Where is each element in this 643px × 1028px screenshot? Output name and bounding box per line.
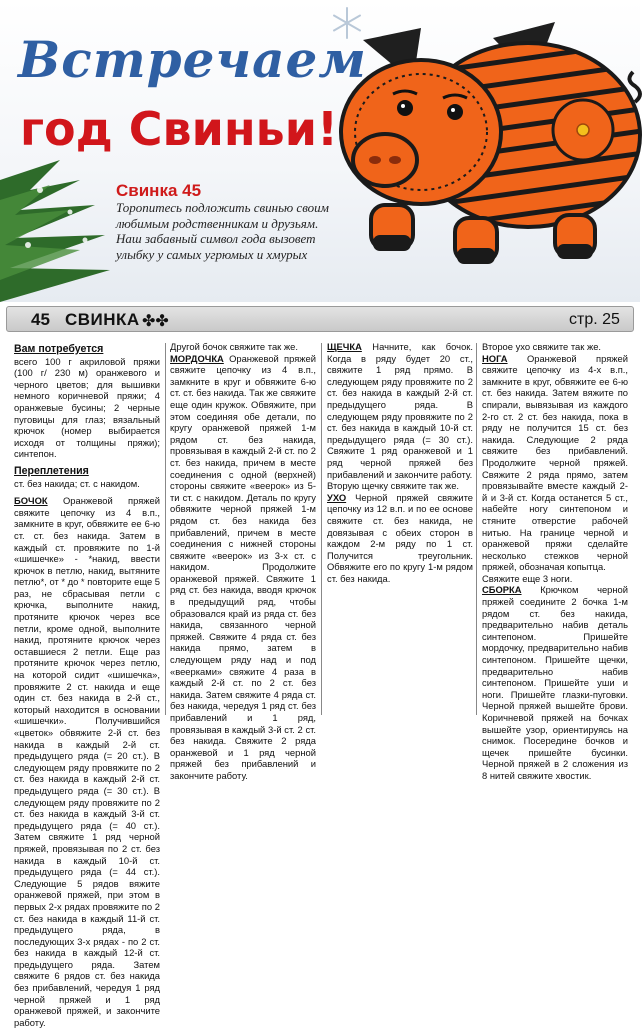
assembly-text: Крючком черной пряжей соедините 2 бочка 1-м рядом ст. без накида, предварительно набив деталь синтепоном. Пришейте мордочку, предварительно набив синтепоном. Пришейте щечки, предварительно набив синтепоном. Пришейте уши и ноги. Пришейте глазки-пуговки. Черной пряжей вышейте брови. Коричневой пряжей на бочках вышейте узор, ориентируясь на снимок. Посередине бочков и щечек пришейте бусинки. Черной пряжей в 2 сложения из 8 нитей свяжите хвостик. — [482, 584, 629, 781]
legend-text: ст. без накида; ст. с накидом. — [14, 477, 140, 489]
banner-title-line1: Встречаем — [18, 30, 367, 89]
leg-second-text: Свяжите еще 3 ноги. — [482, 572, 573, 584]
leg-text: Оранжевой пряжей свяжите цепочку из 4-х в.п., замкните в круг, обвяжите ее 6-ю ст. без накида. Затем вяжите по спирали, вывязывая из каждого 2-го ст. 2 ст. без накида, пока в ряду не получится 15 ст. без накида. Следующие 2 ряда свяжите без прибавлений. Продолжите черной пряжей. Свяжите 2 ряда прямо, затем провязывайте вместе каждый 2-й и 3-й ст. Когда останется 5 ст., набейте ногу синтепоном и стяните отверстие рабочей нитью. На границе черной и оранжевой пряжи сделайте несколько стежков черной пряжей, обозначая копытца. — [482, 352, 628, 573]
barrel-label: БОЧОК — [14, 495, 48, 507]
ear-second-text: Второе ухо свяжите так же. — [482, 341, 602, 352]
ear-text: Черной пряжей свяжите цепочку из 12 в.п. и по ее основе свяжите ст. без накида, не довязывая с обеих сторон в каждом 2-м ряду по 1 ст. Получится треугольник. Обвяжите его по кругу 1-м рядом ст. без накида. — [327, 491, 473, 584]
banner-title-line2: год Свиньи! — [20, 102, 338, 156]
page-number: стр. 25 — [569, 311, 620, 328]
legend-heading: Переплетения — [14, 464, 89, 477]
assembly-label: СБОРКА — [482, 584, 522, 596]
cheek-second-text: Вторую щечку свяжите так же. — [327, 480, 460, 492]
cheek-label: ЩЕЧКА — [327, 341, 362, 352]
column-2 — [170, 341, 316, 782]
pattern-title: СВИНКА — [65, 310, 140, 329]
materials-text: всего 100 г акриловой пряжи (100 г/ 230 м) оранжевого и черного цветов; для вышивки немного коричневой пряжи; 4 оранжевые бусины; 2 черные пуговицы для глаз; вязальный крючок (номер выбирается исходя от толщины пряжи); синтепон. — [14, 355, 160, 460]
column-3 — [327, 341, 473, 584]
snout-label: МОРДОЧКА — [170, 352, 224, 364]
column-divider — [476, 343, 477, 715]
column-divider — [321, 343, 322, 715]
title-banner — [0, 0, 640, 302]
barrel-text: Оранжевой пряжей свяжите цепочку из 4 в.п., замкните в круг, обвяжите ее 6-ю ст. ст. без накида. Затем в каждый ст. провяжите по 1-й «шишечке» - *накид, ввести крючок в петлю, накид, вытяните петлю*, от * до * повторите еще 5 раз, не сбрасывая петли с крючка, выполните накид, протяните крючок через все петли, кроме одной, выполните накид, протяните крючок через оставшиеся 2 петли. Еще раз протяните крючок через петлю, на которой сидит «шишечка», провяжите 2 ст. накида и еще один ст. без накида в 2-й ст., который находится в основании «шишечки». Получившийся «цветок» обвяжите 2-й ст. без накида в каждый 2-й ст. предыдущего ряда (= 20 ст.). В следующем ряду провяжите по 2 ст. без накида в каждый 2-й ст. предыдущего ряда (= 30 ст.). В следующем ряду провяжите по 2 ст. без накида в каждый 3-й ст. предыдущего ряда (= 40 ст.). Затем свяжите 1 ряд черной пряжей, провязывая по 2 ст. без накида в каждый 10-й ст. предыдущего ряда (= 44 ст.). Следующие 5 рядов вяжите оранжевой пряжей, при этом в первых 2-х рядах провяжите по 2 ст. без накида в каждый 11-й ст. предыдущего ряда, в последующих 3-х рядах - по 2 ст. без накида в каждый 12-й ст. предыдущего ряда. Затем свяжите 6 рядов ст. без накида без прибавлений, чередуя 1 ряд черной пряжей и 1 ряд оранжевой пряжей, и закончите работу. — [14, 495, 161, 1028]
column-4 — [482, 341, 628, 782]
materials-heading: Вам потребуется — [14, 343, 104, 355]
clubs-ornament-icon: ✤✤ — [142, 313, 169, 330]
instructions-body — [14, 341, 629, 1028]
intro-text: Торопитесь подложить свинью своим любимым родственникам и друзьям. Наш забавный символ года вызовет улыбку у самых угрюмых и хмурых — [116, 200, 329, 262]
section-header-bar — [6, 306, 634, 332]
pattern-name: Свинка 45 — [116, 181, 202, 200]
column-divider — [165, 343, 166, 715]
snout-text: Оранжевой пряжей свяжите цепочку из 4 в.п., замкните в круг и обвяжите 6-ю ст. ст. без накида. Так же свяжите еще один кружок. Обвяжите, при этом соединяя обе детали, по кругу оранжевой пряжей 1-м рядом ст. без накида, провязывая в каждый 2-й ст. по 2 ст. без накида, причем в месте соединения с одной (верхней) стороны свяжите «веерок» из 5-ти ст. с накидом. Деталь по кругу обвяжите черной пряжей 1-м рядом ст. без накида без прибавлений, причем в месте соединения с нижней стороны свяжите «веерок» из 3-х ст. с накидом. Продолжите оранжевой пряжей. Свяжите 1 ряд ст. без накида, вводя крючок в предыдущий ряд, чтобы образовался край из ряда ст. без накида, связанного черной пряжей. Свяжите 4 ряда ст. без накида прямо, затем в следующем ряду над и под «веерками» свяжите 4 раза в каждый 2-й ст. по 2 ст. без накида. Затем свяжите 4 ряда ст. без накида, чередуя 1 ряд ст. без прибавлений и 1 ряд, провязывая в каждый 3-й ст. 2 ст. без накида. Свяжите 2 ряда оранжевой и 1 ряд черной пряжей без прибавлений и закончите работу. — [170, 352, 317, 781]
cheek-text: Начните, как бочок. Когда в ряду будет 20 ст., свяжите 1 ряд прямо. В следующем ряду провяжите по 2 ст. без накида в каждый 2-й ст. предыдущего ряда. В следующем ряду провяжите по 2 ст. без накида в каждый 10-й ст. предыдущего ряда (= 30 ст.). Свяжите 1 ряд оранжевой и 1 ряд черной пряжей без прибавлений и закончите работу. — [327, 341, 473, 480]
fir-tree-illustration — [0, 150, 110, 302]
column-1 — [14, 341, 160, 1028]
barrel-second-text: Другой бочок свяжите так же. — [170, 341, 298, 352]
ear-label: УХО — [327, 491, 347, 503]
leg-label: НОГА — [482, 352, 508, 364]
pattern-number: 45 — [31, 310, 50, 329]
pig-toy-illustration — [343, 20, 643, 290]
